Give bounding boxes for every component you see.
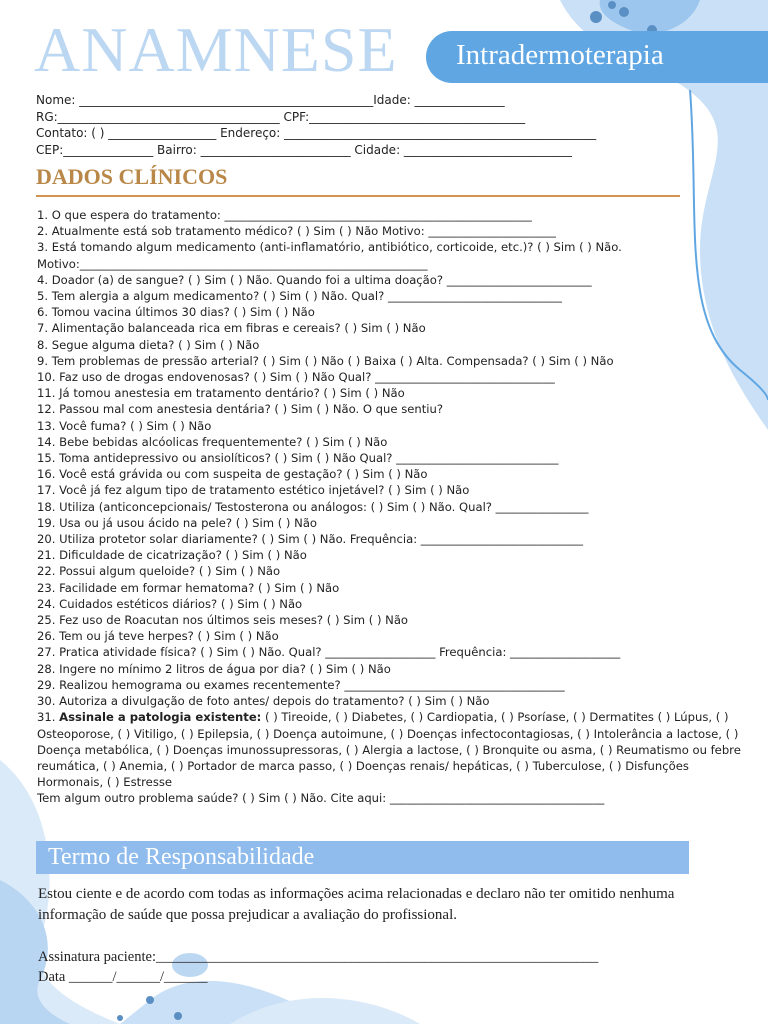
question-item[interactable]: 22. Possui algum queloide? ( ) Sim ( ) Não xyxy=(37,564,281,579)
pathology-question[interactable] xyxy=(37,709,749,790)
section-title: DADOS CLÍNICOS xyxy=(36,164,228,189)
pathology-label: Assinale a patologia existente: xyxy=(59,710,262,725)
question-item[interactable]: 15. Toma antidepressivo ou ansiolíticos? ( ) Sim ( ) Não Qual? ____________________________ xyxy=(37,451,559,466)
question-item[interactable]: 16. Você está grávida ou com suspeita de gestação? ( ) Sim ( ) Não xyxy=(37,467,428,482)
terms-title: Termo de Responsabilidade xyxy=(48,844,315,870)
question-item[interactable]: 2. Atualmente está sob tratamento médico? ( ) Sim ( ) Não Motivo: ______________________ xyxy=(37,224,556,239)
contact-address-field[interactable]: Contato: ( ) __________________ Endereço: ____________________________________________________ xyxy=(36,126,597,140)
question-item[interactable]: 24. Cuidados estéticos diários? ( ) Sim ( ) Não xyxy=(37,596,303,611)
other-problem-question[interactable]: Tem algum outro problema saúde? ( ) Sim ( ) Não. Cite aqui: _____________________________________ xyxy=(37,791,605,806)
signature-field[interactable]: Assinatura paciente:_____________________________________________________________ xyxy=(38,949,599,965)
question-item[interactable]: 5. Tem alergia a algum medicamento? ( ) Sim ( ) Não. Qual? ______________________________ xyxy=(37,289,562,304)
pathology-number: 31. xyxy=(37,710,56,725)
decor-dot xyxy=(146,996,154,1004)
question-item[interactable]: 25. Fez uso de Roacutan nos últimos seis meses? ( ) Sim ( ) Não xyxy=(37,613,409,628)
question-item[interactable]: 8. Segue alguma dieta? ( ) Sim ( ) Não xyxy=(37,337,260,352)
subtitle-text: Intradermoterapia xyxy=(456,39,664,71)
decor-dot xyxy=(608,1,616,9)
question-item[interactable]: 26. Tem ou já teve herpes? ( ) Sim ( ) Não xyxy=(37,629,279,644)
question-item[interactable]: 11. Já tomou anestesia em tratamento dentário? ( ) Sim ( ) Não xyxy=(37,386,405,401)
question-item[interactable]: 1. O que espera do tratamento: _____________________________________________________ xyxy=(37,208,532,222)
pathology-options[interactable]: ( ) Tireoide, ( ) Diabetes, ( ) Cardiopatia, ( ) Psoríase, ( ) Dermatites ( ) Lúpus, ( ) Osteoporose, ( ) Vitiligo, ( ) Epilepsia, ( ) Doença autoimune, ( ) Doenças infectocontagiosas, ( ) Intolerância a lactose, ( ) Doença metabólica, ( ) Doenças imunossupressoras, ( ) Alergia a lactose, ( ) Bronquite ou asma, ( ) Reumatismo ou febre reumática, ( ) Anemia, ( ) Portador de marca passo, ( ) Doenças renais/ hepáticas, ( ) Tuberculose, ( ) Disfunções Hormonais, ( ) Estresse xyxy=(37,710,741,790)
question-item[interactable]: 17. Você já fez algum tipo de tratamento estético injetável? ( ) Sim ( ) Não xyxy=(37,483,470,498)
questions-list xyxy=(37,207,749,807)
cep-bairro-cidade-field[interactable]: CEP:_______________ Bairro: _________________________ Cidade: ____________________________ xyxy=(36,142,572,157)
subtitle-banner xyxy=(426,31,768,83)
question-item[interactable]: 23. Facilidade em formar hematoma? ( ) Sim ( ) Não xyxy=(37,580,340,595)
question-item[interactable]: 30. Autoriza a divulgação de foto antes/ depois do tratamento? ( ) Sim ( ) Não xyxy=(37,694,490,709)
question-item[interactable]: 3. Está tomando algum medicamento (anti-inflamatório, antibiótico, corticoide, etc.)? ( ) Sim ( ) Não. Motivo:____________________________________________________________ xyxy=(37,240,622,271)
decor-dot xyxy=(117,1015,123,1021)
decor-dot xyxy=(174,1012,182,1020)
question-item[interactable]: 4. Doador (a) de sangue? ( ) Sim ( ) Não. Quando foi a ultima doação? _________________________ xyxy=(37,272,592,287)
question-item[interactable]: 27. Pratica atividade física? ( ) Sim ( ) Não. Qual? ___________________ Frequência: ___________________ xyxy=(37,645,621,660)
question-item[interactable]: 10. Faz uso de drogas endovenosas? ( ) Sim ( ) Não Qual? _______________________________ xyxy=(37,370,555,385)
question-item[interactable]: 28. Ingere no mínimo 2 litros de água por dia? ( ) Sim ( ) Não xyxy=(37,661,391,676)
question-item[interactable]: 21. Dificuldade de cicatrização? ( ) Sim ( ) Não xyxy=(37,548,307,563)
question-item[interactable]: 12. Passou mal com anestesia dentária? ( ) Sim ( ) Não. O que sentiu? xyxy=(37,402,443,417)
question-item[interactable]: 29. Realizou hemograma ou exames recentemente? ______________________________________ xyxy=(37,677,565,692)
decor-dot xyxy=(619,7,629,17)
section-divider xyxy=(36,195,680,197)
terms-header xyxy=(36,841,689,874)
question-item[interactable]: 6. Tomou vacina últimos 30 dias? ( ) Sim ( ) Não xyxy=(37,305,315,320)
date-field[interactable]: Data ______/______/______ xyxy=(38,969,208,985)
rg-cpf-field[interactable]: RG:_____________________________________ CPF:____________________________________ xyxy=(36,109,526,124)
question-item[interactable]: 20. Utiliza protetor solar diariamente? ( ) Sim ( ) Não. Frequência: ____________________________ xyxy=(37,532,584,547)
question-item[interactable]: 19. Usa ou já usou ácido na pele? ( ) Sim ( ) Não xyxy=(37,515,318,530)
question-item[interactable]: 9. Tem problemas de pressão arterial? ( ) Sim ( ) Não ( ) Baixa ( ) Alta. Compensada? ( ) Sim ( ) Não xyxy=(37,353,614,368)
personal-info-block xyxy=(36,92,736,158)
signature-block xyxy=(38,947,598,987)
terms-text: Estou ciente e de acordo com todas as informações acima relacionadas e declaro não ter omitido nenhuma informação de saúde que possa prejudicar a avaliação do profissional. xyxy=(38,886,675,923)
question-item[interactable]: 18. Utiliza (anticoncepcionais/ Testosterona ou análogos: ( ) Sim ( ) Não. Qual? ________________ xyxy=(37,499,589,514)
page-title: ANAMNESE xyxy=(34,14,398,85)
decor-dot xyxy=(590,11,602,23)
question-item[interactable]: 13. Você fuma? ( ) Sim ( ) Não xyxy=(37,418,212,433)
name-age-field[interactable]: Nome: _________________________________________________Idade: _______________ xyxy=(36,93,505,107)
question-item[interactable]: 7. Alimentação balanceada rica em fibras e cereais? ( ) Sim ( ) Não xyxy=(37,321,426,336)
question-item[interactable]: 14. Bebe bebidas alcóolicas frequentemente? ( ) Sim ( ) Não xyxy=(37,434,388,449)
